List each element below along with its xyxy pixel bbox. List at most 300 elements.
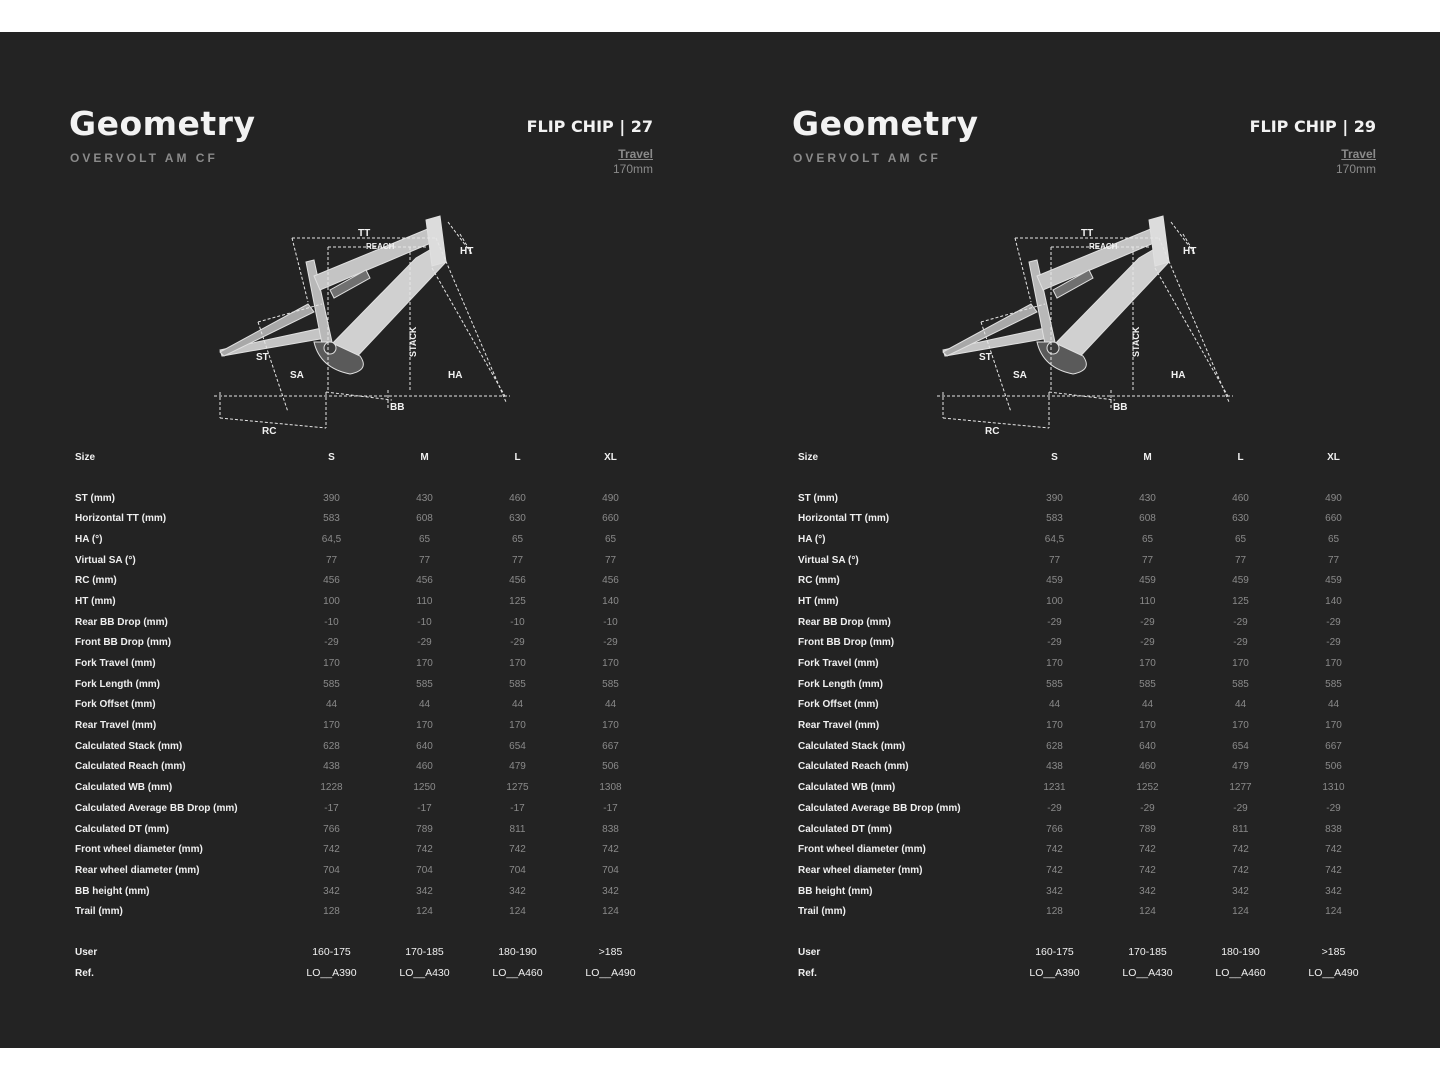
table-row — [70, 819, 657, 840]
table-row — [793, 695, 1380, 716]
table-cell: 583 — [1046, 513, 1063, 525]
table-cell: 742 — [1046, 844, 1063, 856]
table-cell: -29 — [1140, 802, 1155, 814]
stack-label: STACK — [1131, 326, 1141, 357]
table-cell: 342 — [509, 885, 526, 897]
table-cell: 44 — [1327, 699, 1340, 711]
table-row — [793, 839, 1380, 860]
table-cell: 640 — [1139, 740, 1156, 752]
table-cell: 460 — [1232, 492, 1249, 504]
table-cell: -29 — [1047, 616, 1062, 628]
user-cell: 170-185 — [1128, 946, 1167, 959]
table-cell: 125 — [509, 595, 526, 607]
table-cell: -17 — [510, 802, 525, 814]
table-cell: 459 — [1232, 575, 1249, 587]
ref-cell: LO__A390 — [1029, 967, 1080, 980]
row-label: Fork Travel (mm) — [75, 658, 156, 670]
model-name: OVERVOLT AM CF — [793, 151, 941, 165]
table-cell: 77 — [604, 554, 617, 566]
table-cell: 1252 — [1136, 782, 1159, 794]
table-cell: 667 — [602, 740, 619, 752]
ha-label: HA — [1171, 370, 1186, 381]
row-label: Calculated WB (mm) — [798, 782, 896, 794]
table-cell: 608 — [1139, 513, 1156, 525]
table-cell: 460 — [509, 492, 526, 504]
table-cell: 44 — [325, 699, 338, 711]
row-label: Rear wheel diameter (mm) — [798, 864, 923, 876]
table-row — [70, 633, 657, 654]
table-row — [70, 860, 657, 881]
table-cell: 44 — [1048, 699, 1061, 711]
table-cell: 456 — [323, 575, 340, 587]
row-label: Fork Offset (mm) — [75, 699, 156, 711]
size-col: L — [1237, 451, 1244, 463]
table-cell: 77 — [1141, 554, 1154, 566]
table-cell: 170 — [1232, 658, 1249, 670]
table-cell: 789 — [416, 823, 433, 835]
table-cell: -29 — [1326, 802, 1341, 814]
row-label: Front wheel diameter (mm) — [798, 844, 926, 856]
user-row — [793, 942, 1380, 963]
table-cell: 1308 — [599, 782, 622, 794]
table-cell: 65 — [1141, 533, 1154, 545]
table-cell: 704 — [602, 864, 619, 876]
st-label: ST — [979, 352, 992, 363]
table-cell: 170 — [323, 720, 340, 732]
table-cell: 628 — [323, 740, 340, 752]
table-row — [70, 881, 657, 902]
table-cell: 170 — [1046, 720, 1063, 732]
tt-label: TT — [358, 228, 371, 239]
row-label: Rear wheel diameter (mm) — [75, 864, 200, 876]
row-label: Rear Travel (mm) — [75, 720, 157, 732]
size-header-row — [70, 447, 657, 468]
table-row — [70, 674, 657, 695]
bb-label: BB — [1113, 402, 1128, 413]
table-cell: 342 — [416, 885, 433, 897]
user-label: User — [798, 946, 821, 958]
table-row — [793, 508, 1380, 529]
table-cell: 430 — [1139, 492, 1156, 504]
table-cell: 479 — [1232, 761, 1249, 773]
table-cell: 65 — [1234, 533, 1247, 545]
table-cell: 44 — [604, 699, 617, 711]
table-cell: 110 — [416, 595, 433, 607]
table-cell: 704 — [509, 864, 526, 876]
table-cell: 506 — [602, 761, 619, 773]
row-label: Rear BB Drop (mm) — [798, 616, 891, 628]
table-cell: -29 — [1140, 616, 1155, 628]
table-cell: 44 — [1234, 699, 1247, 711]
table-cell: 170 — [323, 658, 340, 670]
bb-label: BB — [390, 402, 405, 413]
table-cell: 459 — [1325, 575, 1342, 587]
user-row — [70, 942, 657, 963]
table-cell: 506 — [1325, 761, 1342, 773]
user-cell: 160-175 — [1035, 946, 1074, 959]
table-cell: 742 — [1232, 864, 1249, 876]
table-cell: -17 — [324, 802, 339, 814]
table-row — [793, 529, 1380, 550]
table-cell: 390 — [1046, 492, 1063, 504]
table-row — [793, 819, 1380, 840]
table-cell: -10 — [603, 616, 618, 628]
ref-cell: LO__A390 — [306, 967, 357, 980]
row-label: Virtual SA (°) — [798, 554, 859, 566]
table-cell: 170 — [602, 658, 619, 670]
table-cell: 479 — [509, 761, 526, 773]
table-cell: 77 — [325, 554, 338, 566]
row-label: HT (mm) — [798, 595, 839, 607]
row-label: Fork Offset (mm) — [798, 699, 879, 711]
table-cell: 1275 — [506, 782, 529, 794]
row-label: Calculated Average BB Drop (mm) — [75, 802, 238, 814]
table-cell: 456 — [416, 575, 433, 587]
table-cell: -29 — [1047, 637, 1062, 649]
table-cell: -10 — [324, 616, 339, 628]
table-cell: 1228 — [320, 782, 343, 794]
table-cell: 342 — [1046, 885, 1063, 897]
ref-cell: LO__A490 — [585, 967, 636, 980]
row-label: Fork Length (mm) — [75, 678, 160, 690]
row-label: Calculated Stack (mm) — [798, 740, 906, 752]
table-cell: 838 — [1325, 823, 1342, 835]
table-row — [70, 798, 657, 819]
table-cell: 170 — [509, 658, 526, 670]
table-cell: 170 — [1325, 658, 1342, 670]
row-label: HA (°) — [798, 533, 826, 545]
table-cell: 44 — [511, 699, 524, 711]
table-cell: 490 — [1325, 492, 1342, 504]
table-row — [70, 736, 657, 757]
user-cell: 160-175 — [312, 946, 351, 959]
table-cell: 654 — [509, 740, 526, 752]
row-label: Virtual SA (°) — [75, 554, 136, 566]
user-cell: 180-190 — [1221, 946, 1260, 959]
row-label: RC (mm) — [75, 575, 117, 587]
row-label: RC (mm) — [798, 575, 840, 587]
table-cell: 140 — [1325, 595, 1342, 607]
row-label: Calculated WB (mm) — [75, 782, 173, 794]
flip-chip-setting: FLIP CHIP | 27 — [526, 117, 653, 136]
table-row — [793, 591, 1380, 612]
travel-value: 170mm — [612, 162, 653, 176]
table-cell: 170 — [416, 720, 433, 732]
table-cell: -29 — [1140, 637, 1155, 649]
table-cell: -29 — [1233, 802, 1248, 814]
table-cell: 65 — [511, 533, 524, 545]
table-row — [70, 488, 657, 509]
ref-cell: LO__A430 — [1122, 967, 1173, 980]
table-row — [70, 570, 657, 591]
row-label: Fork Length (mm) — [798, 678, 883, 690]
table-cell: 583 — [323, 513, 340, 525]
row-label: Calculated Reach (mm) — [798, 761, 909, 773]
table-cell: 456 — [602, 575, 619, 587]
table-row — [793, 860, 1380, 881]
table-row — [70, 612, 657, 633]
table-row — [70, 653, 657, 674]
table-cell: 44 — [1141, 699, 1154, 711]
geometry-page — [0, 32, 720, 1048]
travel-label: Travel — [1341, 147, 1376, 161]
table-cell: 77 — [1327, 554, 1340, 566]
table-cell: 110 — [1139, 595, 1156, 607]
table-cell: -29 — [1047, 802, 1062, 814]
table-cell: 438 — [1046, 761, 1063, 773]
table-cell: 460 — [1139, 761, 1156, 773]
table-cell: 170 — [1139, 658, 1156, 670]
table-row — [793, 633, 1380, 654]
row-label: Front BB Drop (mm) — [75, 637, 172, 649]
table-row — [70, 550, 657, 571]
table-row — [793, 612, 1380, 633]
table-cell: 438 — [323, 761, 340, 773]
table-cell: 742 — [1325, 864, 1342, 876]
size-col: M — [420, 451, 429, 463]
table-cell: 660 — [1325, 513, 1342, 525]
table-cell: 77 — [418, 554, 431, 566]
row-label: BB height (mm) — [798, 885, 873, 897]
table-row — [793, 550, 1380, 571]
size-col: XL — [1327, 451, 1340, 463]
table-cell: 838 — [602, 823, 619, 835]
table-cell: 128 — [323, 906, 340, 918]
table-cell: 64,5 — [1044, 533, 1065, 545]
table-cell: 100 — [1046, 595, 1063, 607]
table-cell: 585 — [416, 678, 433, 690]
flip-chip-setting: FLIP CHIP | 29 — [1249, 117, 1376, 136]
geometry-table — [793, 447, 1380, 984]
table-cell: 342 — [1139, 885, 1156, 897]
table-cell: -10 — [510, 616, 525, 628]
row-label: Front wheel diameter (mm) — [75, 844, 203, 856]
table-cell: 390 — [323, 492, 340, 504]
table-cell: 342 — [323, 885, 340, 897]
st-label: ST — [256, 352, 269, 363]
table-cell: 742 — [1325, 844, 1342, 856]
table-cell: -29 — [1326, 616, 1341, 628]
table-cell: -29 — [603, 637, 618, 649]
table-cell: 742 — [1046, 864, 1063, 876]
rc-label: RC — [262, 426, 277, 437]
ht-label: HT — [1183, 246, 1197, 257]
row-label: HT (mm) — [75, 595, 116, 607]
table-cell: 124 — [1325, 906, 1342, 918]
user-cell: 170-185 — [405, 946, 444, 959]
size-header-row — [793, 447, 1380, 468]
size-col: XL — [604, 451, 617, 463]
table-cell: 430 — [416, 492, 433, 504]
table-row — [70, 591, 657, 612]
table-cell: 342 — [1325, 885, 1342, 897]
table-cell: 1310 — [1322, 782, 1345, 794]
table-cell: 170 — [416, 658, 433, 670]
size-col: M — [1143, 451, 1152, 463]
user-label: User — [75, 946, 98, 958]
table-cell: 1250 — [413, 782, 436, 794]
geometry-page — [723, 32, 1443, 1048]
table-cell: 667 — [1325, 740, 1342, 752]
table-cell: 124 — [1232, 906, 1249, 918]
row-label: Horizontal TT (mm) — [75, 513, 167, 525]
table-cell: 742 — [602, 844, 619, 856]
ref-cell: LO__A460 — [1215, 967, 1266, 980]
table-cell: 742 — [1139, 864, 1156, 876]
table-cell: 585 — [1139, 678, 1156, 690]
table-cell: 766 — [1046, 823, 1063, 835]
table-row — [70, 839, 657, 860]
table-cell: -29 — [1233, 637, 1248, 649]
size-col: L — [514, 451, 521, 463]
table-cell: 77 — [1234, 554, 1247, 566]
table-cell: 170 — [1046, 658, 1063, 670]
table-row — [793, 736, 1380, 757]
table-cell: 628 — [1046, 740, 1063, 752]
row-label: BB height (mm) — [75, 885, 150, 897]
table-cell: -29 — [324, 637, 339, 649]
table-cell: -10 — [417, 616, 432, 628]
table-cell: 64,5 — [321, 533, 342, 545]
table-cell: 704 — [323, 864, 340, 876]
row-label: ST (mm) — [798, 492, 838, 504]
travel-label: Travel — [618, 147, 653, 161]
tt-label: TT — [1081, 228, 1094, 239]
row-label: Rear BB Drop (mm) — [75, 616, 168, 628]
table-row — [793, 881, 1380, 902]
table-cell: 608 — [416, 513, 433, 525]
size-col: S — [1051, 451, 1058, 463]
table-row — [793, 901, 1380, 922]
row-label: Front BB Drop (mm) — [798, 637, 895, 649]
table-cell: 742 — [1139, 844, 1156, 856]
size-label: Size — [75, 451, 96, 463]
table-cell: 789 — [1139, 823, 1156, 835]
model-name: OVERVOLT AM CF — [70, 151, 218, 165]
table-row — [70, 508, 657, 529]
table-cell: 124 — [602, 906, 619, 918]
table-cell: 100 — [323, 595, 340, 607]
table-cell: 630 — [1232, 513, 1249, 525]
stack-label: STACK — [408, 326, 418, 357]
row-label: Rear Travel (mm) — [798, 720, 880, 732]
table-cell: 1277 — [1229, 782, 1252, 794]
table-cell: 811 — [509, 823, 526, 835]
table-cell: -29 — [510, 637, 525, 649]
travel-value: 170mm — [1335, 162, 1376, 176]
page-title: Geometry — [69, 104, 256, 143]
table-cell: -17 — [603, 802, 618, 814]
row-label: Calculated DT (mm) — [75, 823, 169, 835]
table-cell: 811 — [1232, 823, 1249, 835]
size-col: S — [328, 451, 335, 463]
user-cell: >185 — [1321, 946, 1346, 959]
table-cell: 342 — [1232, 885, 1249, 897]
row-label: HA (°) — [75, 533, 103, 545]
sa-label: SA — [290, 370, 304, 381]
table-cell: 65 — [1327, 533, 1340, 545]
table-row — [793, 715, 1380, 736]
sa-label: SA — [1013, 370, 1027, 381]
table-cell: 459 — [1046, 575, 1063, 587]
table-cell: 585 — [323, 678, 340, 690]
table-cell: 128 — [1046, 906, 1063, 918]
table-cell: 742 — [323, 844, 340, 856]
table-cell: 654 — [1232, 740, 1249, 752]
geometry-table — [70, 447, 657, 984]
table-row — [70, 757, 657, 778]
ref-label: Ref. — [75, 967, 94, 979]
table-cell: 660 — [602, 513, 619, 525]
table-cell: 124 — [1139, 906, 1156, 918]
table-cell: 585 — [509, 678, 526, 690]
row-label: Fork Travel (mm) — [798, 658, 879, 670]
table-row — [793, 570, 1380, 591]
table-cell: 170 — [1325, 720, 1342, 732]
table-row — [793, 757, 1380, 778]
table-cell: 585 — [1325, 678, 1342, 690]
table-cell: 742 — [416, 844, 433, 856]
table-cell: 124 — [509, 906, 526, 918]
table-cell: 124 — [416, 906, 433, 918]
table-cell: 125 — [1232, 595, 1249, 607]
page-title: Geometry — [792, 104, 979, 143]
table-cell: 77 — [1048, 554, 1061, 566]
ref-cell: LO__A460 — [492, 967, 543, 980]
table-cell: 77 — [511, 554, 524, 566]
ref-label: Ref. — [798, 967, 817, 979]
table-cell: 44 — [418, 699, 431, 711]
row-label: Trail (mm) — [75, 906, 123, 918]
table-cell: 1231 — [1043, 782, 1066, 794]
row-label: Horizontal TT (mm) — [798, 513, 890, 525]
table-cell: 742 — [1232, 844, 1249, 856]
table-cell: 585 — [1046, 678, 1063, 690]
geometry-diagram — [210, 192, 520, 437]
row-label: Calculated Reach (mm) — [75, 761, 186, 773]
table-row — [793, 798, 1380, 819]
row-label: Calculated DT (mm) — [798, 823, 892, 835]
reach-label: REACH — [1089, 242, 1118, 251]
table-cell: 742 — [509, 844, 526, 856]
row-label: Calculated Stack (mm) — [75, 740, 183, 752]
table-cell: -29 — [1326, 637, 1341, 649]
row-label: Trail (mm) — [798, 906, 846, 918]
table-row — [793, 674, 1380, 695]
table-row — [70, 901, 657, 922]
row-label: Calculated Average BB Drop (mm) — [798, 802, 961, 814]
ref-row — [70, 963, 657, 984]
table-cell: 170 — [509, 720, 526, 732]
table-row — [793, 653, 1380, 674]
table-row — [70, 695, 657, 716]
rc-label: RC — [985, 426, 1000, 437]
table-cell: 65 — [604, 533, 617, 545]
table-cell: 585 — [602, 678, 619, 690]
table-cell: 342 — [602, 885, 619, 897]
ha-label: HA — [448, 370, 463, 381]
ref-cell: LO__A490 — [1308, 967, 1359, 980]
table-cell: 170 — [1232, 720, 1249, 732]
table-cell: 65 — [418, 533, 431, 545]
table-cell: -29 — [417, 637, 432, 649]
table-row — [70, 529, 657, 550]
user-cell: >185 — [598, 946, 623, 959]
table-cell: 704 — [416, 864, 433, 876]
ref-row — [793, 963, 1380, 984]
ref-cell: LO__A430 — [399, 967, 450, 980]
table-cell: 630 — [509, 513, 526, 525]
